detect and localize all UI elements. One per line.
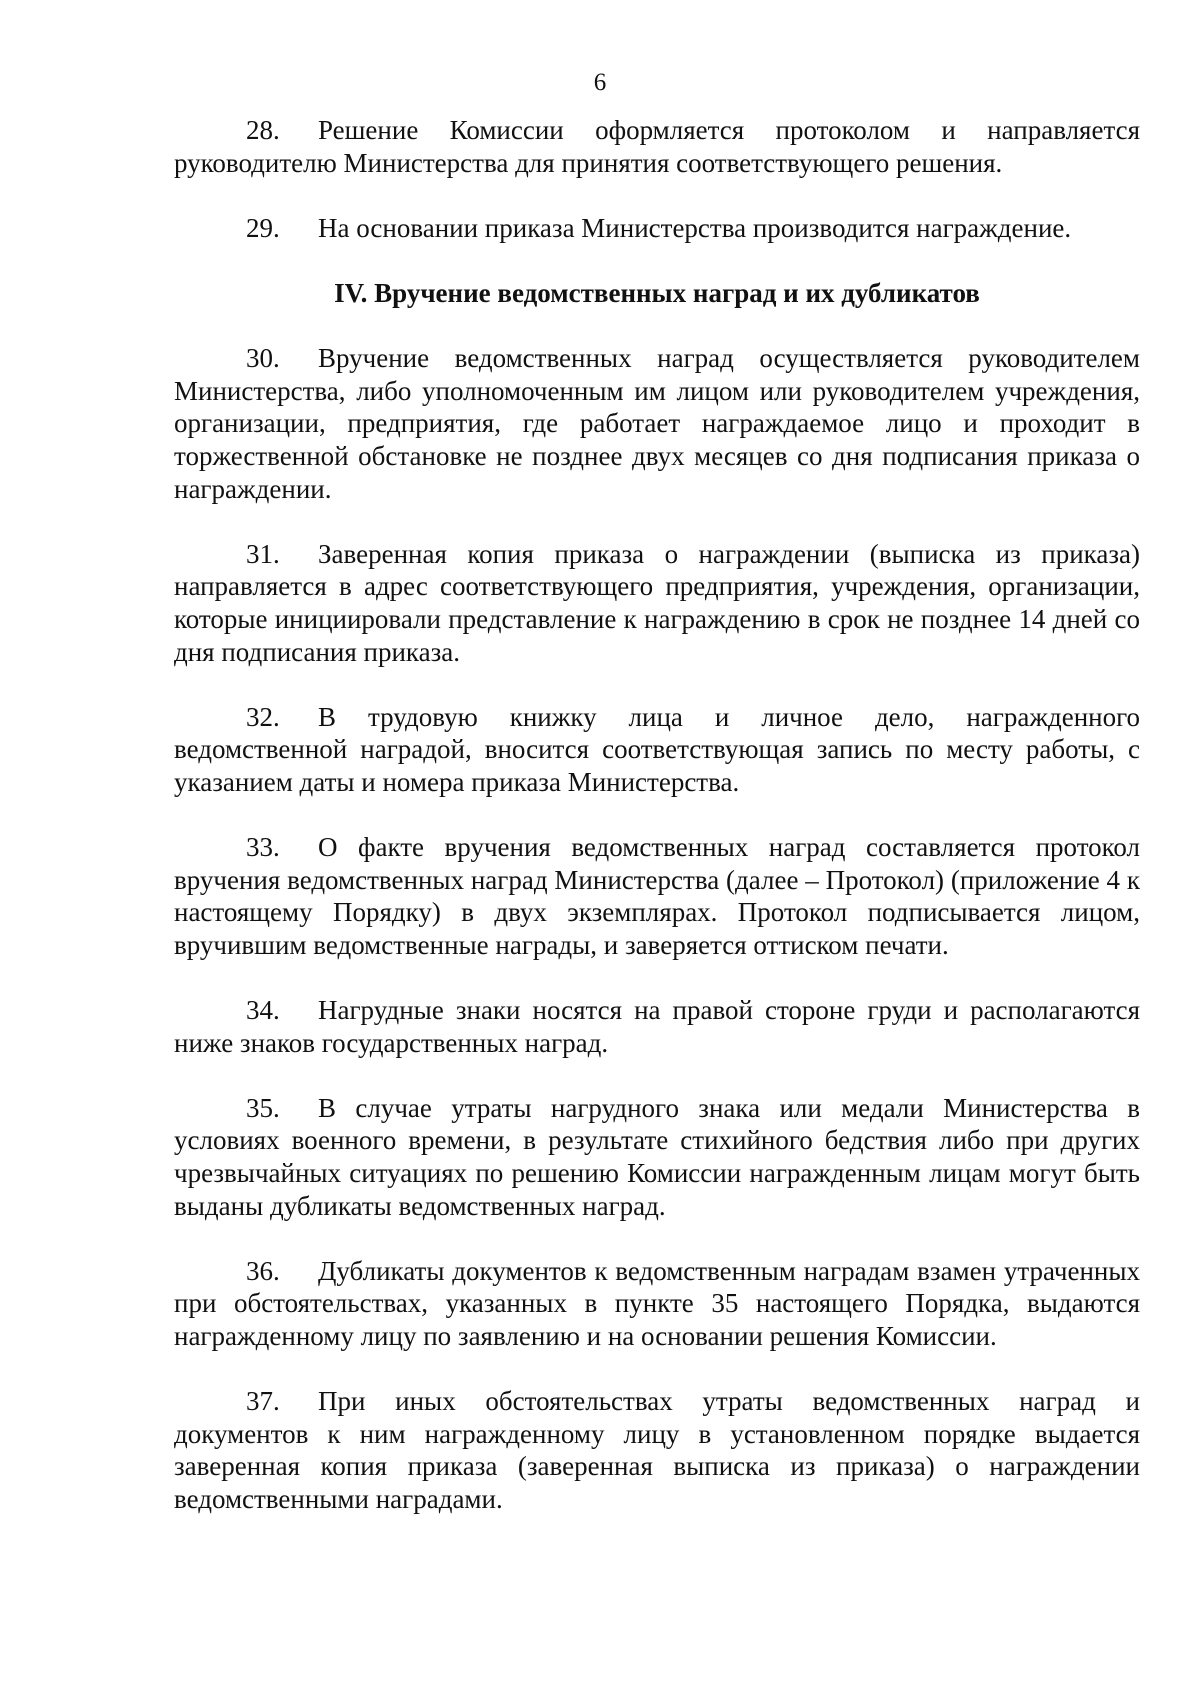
paragraph-28 bbox=[174, 114, 1140, 179]
paragraph-number: 29. bbox=[246, 212, 280, 243]
section-heading: IV. Вручение ведомственных наград и их дубликатов bbox=[334, 277, 980, 308]
paragraph-34 bbox=[174, 994, 1140, 1059]
paragraph-number: 34. bbox=[246, 995, 280, 1026]
paragraph-37 bbox=[174, 1385, 1140, 1515]
paragraph-text: Решение Комиссии оформляется протоколом и направляется руководителю Министерства для принятия соответствующего решения. bbox=[174, 115, 1140, 178]
paragraph-text: В трудовую книжку лица и личное дело, награжденного ведомственной наградой, вносится соответствующая запись по месту работы, с указанием даты и номера приказа Министерства. bbox=[174, 701, 1140, 797]
paragraph-text: На основании приказа Министерства производится награждение. bbox=[318, 212, 1072, 243]
paragraph-number: 37. bbox=[246, 1386, 280, 1417]
paragraph-text: Дубликаты документов к ведомственным наградам взамен утраченных при обстоятельствах, указанных в пункте 35 настоящего Порядка, выдаются награжденному лицу по заявлению и на основании решения Комиссии. bbox=[174, 1255, 1140, 1351]
paragraph-31 bbox=[174, 538, 1140, 668]
paragraph-number: 35. bbox=[246, 1092, 280, 1123]
document-body bbox=[174, 114, 1140, 1548]
paragraph-30 bbox=[174, 342, 1140, 505]
paragraph-text: При иных обстоятельствах утраты ведомственных наград и документов к ним награжденному лицу в установленном порядке выдается заверенная копия приказа (заверенная выписка из приказа) о награждении ведомственными наградами. bbox=[174, 1386, 1140, 1514]
page-number: 6 bbox=[593, 69, 607, 96]
paragraph-number: 32. bbox=[246, 701, 280, 732]
paragraph-number: 33. bbox=[246, 832, 280, 863]
paragraph-text: Заверенная копия приказа о награждении (выписка из приказа) направляется в адрес соответствующего предприятия, учреждения, организации, которые инициировали представление к награждению в срок не позднее 14 дней со дня подписания приказа. bbox=[174, 538, 1140, 667]
paragraph-36 bbox=[174, 1255, 1140, 1353]
paragraph-33 bbox=[174, 831, 1140, 961]
paragraph-number: 28. bbox=[246, 115, 280, 145]
paragraph-text: О факте вручения ведомственных наград составляется протокол вручения ведомственных наград Министерства (далее – Протокол) (приложение 4 к настоящему Порядку) в двух экземплярах. Протокол подписывается лицом, вручившим ведомственные награды, и заверяется оттиском печати. bbox=[174, 832, 1140, 960]
paragraph-number: 30. bbox=[246, 343, 280, 374]
paragraph-number: 36. bbox=[246, 1255, 280, 1286]
paragraph-text: Нагрудные знаки носятся на правой стороне груди и располагаются ниже знаков государственных наград. bbox=[174, 995, 1140, 1058]
paragraph-29 bbox=[174, 212, 1140, 245]
paragraph-text: В случае утраты нагрудного знака или медали Министерства в условиях военного времени, в результате стихийного бедствия либо при других чрезвычайных ситуациях по решению Комиссии награжденным лицам могут быть выданы дубликаты ведомственных наград. bbox=[174, 1092, 1140, 1221]
paragraph-32 bbox=[174, 701, 1140, 799]
paragraph-text: Вручение ведомственных наград осуществляется руководителем Министерства, либо уполномоченным им лицом или руководителем учреждения, организации, предприятия, где работает награждаемое лицо и проходит в торжественной обстановке не позднее двух месяцев со дня подписания приказа о награждении. bbox=[174, 343, 1140, 504]
paragraph-35 bbox=[174, 1092, 1140, 1222]
paragraph-number: 31. bbox=[246, 538, 280, 569]
